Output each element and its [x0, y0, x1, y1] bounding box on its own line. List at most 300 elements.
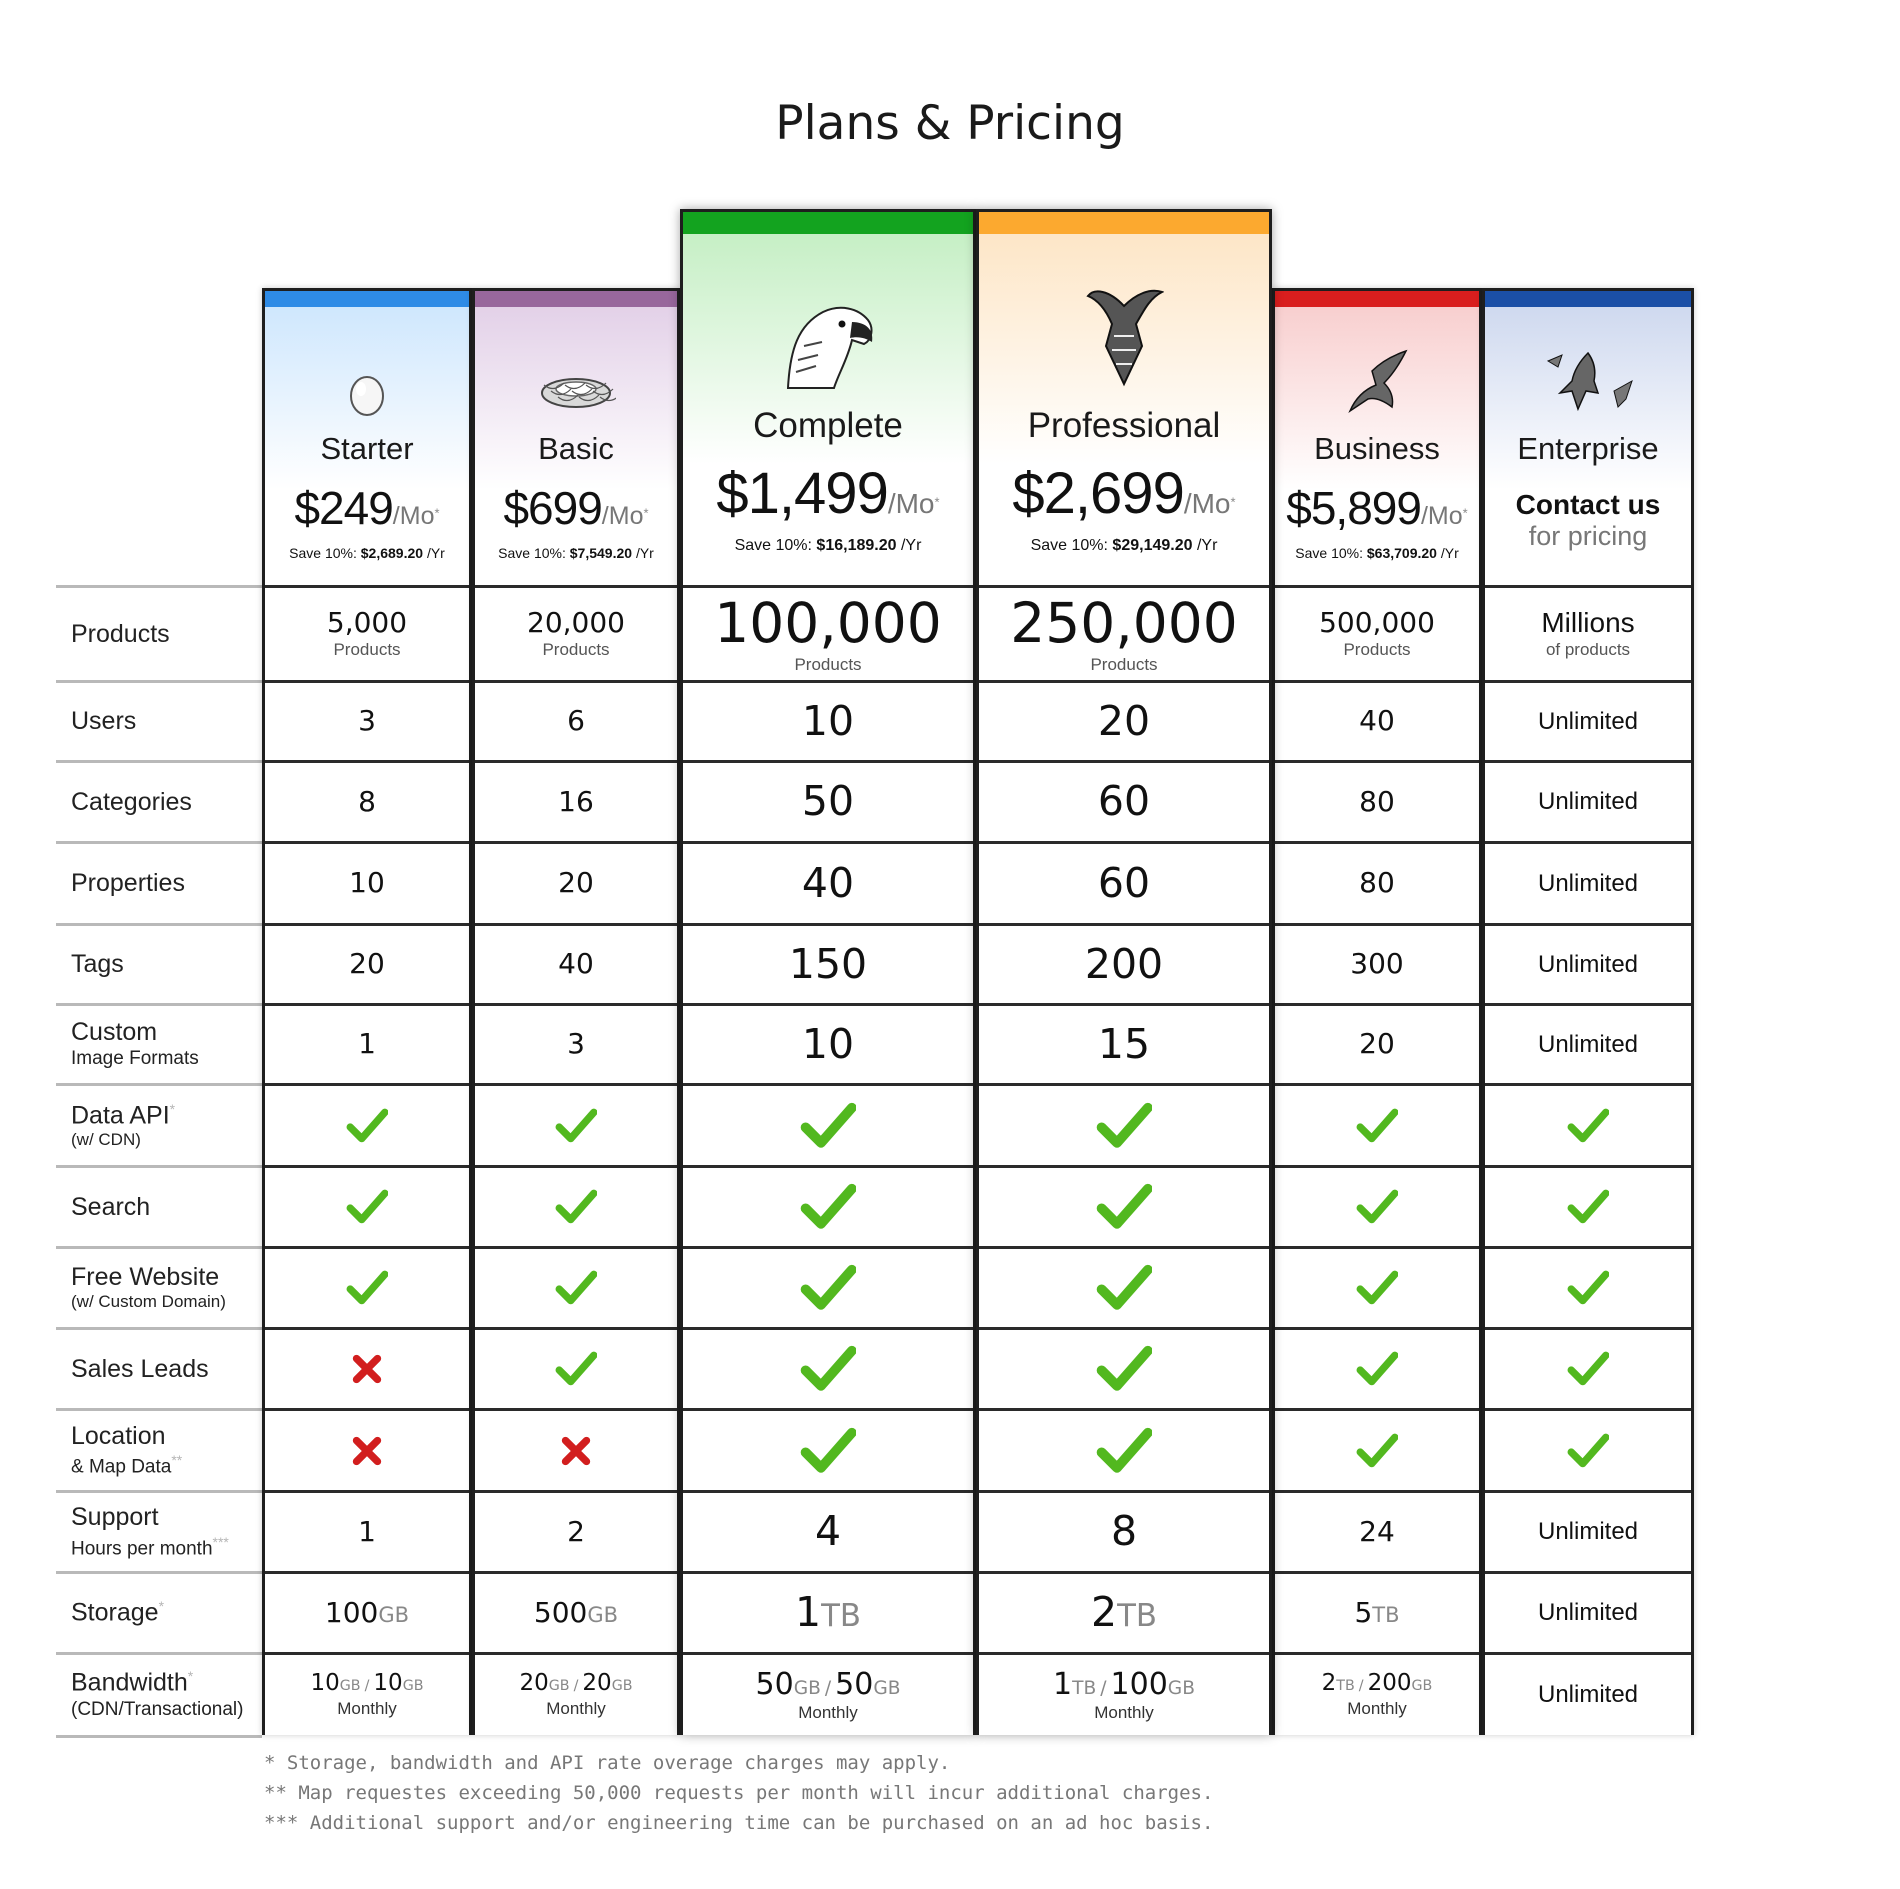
price-unit: /Mo [392, 502, 435, 530]
properties-value: 40 [801, 858, 855, 907]
row-label-subtext: (w/ Custom Domain) [71, 1292, 226, 1312]
custom-image-formats-value: 3 [567, 1027, 585, 1061]
custom-image-formats-value: 15 [1097, 1019, 1151, 1068]
price-unit: /Mo [1420, 502, 1463, 530]
cell-users [1485, 680, 1691, 760]
bandwidth-caption: Monthly [1347, 1698, 1407, 1718]
checkmark-icon [1567, 1267, 1609, 1309]
price-unit: /Mo [887, 488, 935, 519]
cell-free-website [979, 1246, 1269, 1327]
plan-price [979, 460, 1269, 527]
plan-color-bar [265, 291, 469, 307]
checkmark-icon [1096, 1260, 1152, 1316]
properties-value: 80 [1359, 866, 1395, 900]
properties-value: 20 [558, 866, 594, 900]
checkmark-icon [555, 1105, 597, 1147]
row-label-main [71, 1668, 262, 1697]
bandwidth-unit: TB [1072, 1677, 1097, 1699]
cell-support-hours [683, 1490, 973, 1571]
cell-sales-leads [1275, 1327, 1479, 1408]
bandwidth-cdn: 10 [373, 1670, 403, 1697]
cell-tags [979, 923, 1269, 1003]
row-label-text: Products [71, 619, 170, 648]
row-label-main [71, 1101, 262, 1130]
plan-price [265, 481, 469, 535]
row-label-subtext: Image Formats [71, 1048, 199, 1070]
row-label-main [71, 869, 262, 898]
row-label-sub [71, 1699, 262, 1722]
categories-value: 16 [558, 784, 594, 818]
cell-search [265, 1165, 469, 1246]
row-label-tags [56, 923, 262, 1003]
plan-column-professional [976, 209, 1272, 1735]
footnote-mark: * [187, 1668, 194, 1685]
annual-savings [475, 545, 677, 561]
annual-savings [265, 545, 469, 561]
support-hours-value: 2 [567, 1514, 585, 1548]
plan-header [1485, 345, 1691, 552]
cell-data-api [1485, 1083, 1691, 1165]
price-value: $1,499 [716, 461, 888, 526]
categories-value: 80 [1359, 784, 1395, 818]
eagle-head-icon [683, 286, 973, 390]
row-label-search [56, 1165, 262, 1246]
savings-period: /Yr [423, 545, 445, 561]
plan-name: Basic [538, 431, 614, 466]
bandwidth-value [756, 1668, 901, 1701]
row-label-text: Location [71, 1421, 166, 1450]
bandwidth-unit: GB [793, 1677, 821, 1699]
cell-data-api [683, 1083, 973, 1165]
tags-value: 200 [1084, 939, 1164, 988]
cell-products [1275, 585, 1479, 680]
bird-flock-icon [1485, 345, 1691, 417]
products-caption: Products [333, 640, 401, 660]
products-caption: of products [1545, 640, 1631, 660]
plan-price [1275, 481, 1479, 535]
users-value: Unlimited [1537, 707, 1639, 735]
plan-name: Business [1314, 431, 1440, 466]
checkmark-icon [1096, 1179, 1152, 1235]
savings-amount: $7,549.20 [569, 545, 633, 561]
bandwidth-unit: GB [548, 1678, 570, 1695]
row-label-sub [71, 1130, 262, 1150]
cell-products [475, 585, 677, 680]
flying-bird-icon [1275, 345, 1479, 417]
contact-us-link[interactable]: Contact us [1515, 489, 1661, 520]
plan-color-bar [979, 212, 1269, 234]
bandwidth-unit: GB [611, 1678, 633, 1695]
products-count: 5,000 [326, 605, 408, 639]
cell-location-map-data [1485, 1408, 1691, 1490]
cell-sales-leads [683, 1327, 973, 1408]
row-label-main [71, 1355, 262, 1384]
price-value: $2,699 [1012, 461, 1184, 526]
tags-value: Unlimited [1537, 950, 1639, 978]
bandwidth-transactional: 10 [310, 1670, 340, 1697]
cell-users [265, 680, 469, 760]
cell-sales-leads [475, 1327, 677, 1408]
cell-bandwidth [683, 1652, 973, 1735]
price-value: $699 [503, 482, 602, 534]
cell-custom-image-formats [979, 1003, 1269, 1083]
checkmark-icon [1567, 1348, 1609, 1390]
row-label-sub [71, 1534, 262, 1561]
storage-value: Unlimited [1537, 1599, 1639, 1626]
row-label-main [71, 950, 262, 979]
savings-label: Save 10%: [734, 537, 817, 554]
products-caption: Products [542, 640, 610, 660]
plan-color-bar [1485, 291, 1691, 307]
bandwidth-value [519, 1671, 632, 1696]
bandwidth-transactional: 50 [755, 1666, 794, 1702]
bandwidth-cdn: 200 [1367, 1670, 1412, 1697]
row-label-users [56, 680, 262, 760]
row-label-text: Bandwidth [71, 1668, 188, 1697]
cell-free-website [1485, 1246, 1691, 1327]
cell-tags [265, 923, 469, 1003]
bandwidth-separator: / [1358, 1678, 1364, 1695]
cell-tags [1485, 923, 1691, 1003]
plan-column-basic [472, 288, 680, 1735]
cell-custom-image-formats [475, 1003, 677, 1083]
cell-bandwidth [475, 1652, 677, 1735]
savings-label: Save 10%: [1030, 537, 1113, 554]
cell-products [979, 585, 1269, 680]
row-label-main [71, 788, 262, 817]
bandwidth-value [310, 1671, 423, 1696]
checkmark-icon [346, 1105, 388, 1147]
savings-label: Save 10%: [289, 545, 361, 561]
support-hours-value: 1 [358, 1514, 376, 1548]
row-label-data-api [56, 1083, 262, 1165]
footnote-mark: * [434, 505, 440, 521]
cell-categories [979, 760, 1269, 841]
row-label-categories [56, 760, 262, 841]
storage-unit: TB [1372, 1602, 1400, 1627]
checkmark-icon [800, 1260, 856, 1316]
cell-tags [683, 923, 973, 1003]
storage-amount: 100 [324, 1595, 379, 1629]
users-value: 40 [1359, 704, 1395, 738]
cell-data-api [475, 1083, 677, 1165]
bandwidth-unit: GB [339, 1678, 361, 1695]
bandwidth-separator: / [824, 1677, 832, 1699]
cell-search [1485, 1165, 1691, 1246]
products-caption: Products [1343, 640, 1411, 660]
custom-image-formats-value: 20 [1359, 1027, 1395, 1061]
cell-search [979, 1165, 1269, 1246]
plan-header [475, 345, 677, 561]
price-unit: /Mo [1183, 488, 1231, 519]
cell-properties [683, 841, 973, 923]
cell-bandwidth [1275, 1652, 1479, 1735]
storage-value [324, 1595, 410, 1629]
savings-amount: $29,149.20 [1112, 537, 1193, 554]
storage-value [795, 1590, 861, 1635]
row-label-main [71, 1018, 262, 1047]
checkmark-icon [1096, 1341, 1152, 1397]
products-count: 500,000 [1319, 605, 1435, 639]
users-value: 20 [1097, 696, 1151, 745]
storage-unit: TB [1117, 1598, 1157, 1635]
bandwidth-caption: Monthly [798, 1702, 858, 1722]
products-count: 100,000 [714, 590, 942, 655]
row-label-support-hours [56, 1490, 262, 1571]
row-label-location-map-data [56, 1408, 262, 1490]
bandwidth-unit: GB [873, 1677, 901, 1699]
footnote-mark: *** [212, 1533, 229, 1550]
cell-bandwidth [979, 1652, 1269, 1735]
checkmark-icon [1567, 1430, 1609, 1472]
cell-users [475, 680, 677, 760]
cell-support-hours [979, 1490, 1269, 1571]
cell-search [683, 1165, 973, 1246]
cell-tags [1275, 923, 1479, 1003]
footnote-mark: * [643, 505, 649, 521]
tags-value: 40 [558, 947, 594, 981]
row-label-sub [71, 1452, 262, 1479]
plan-column-business [1272, 288, 1482, 1735]
storage-amount: 5 [1354, 1595, 1373, 1629]
savings-amount: $2,689.20 [360, 545, 424, 561]
cell-location-map-data [1275, 1408, 1479, 1490]
tags-value: 300 [1350, 947, 1404, 981]
products-count: 250,000 [1010, 590, 1238, 655]
bandwidth-transactional: 20 [519, 1670, 549, 1697]
checkmark-icon [1356, 1430, 1398, 1472]
categories-value: 50 [801, 777, 855, 826]
row-label-text: Storage [71, 1598, 159, 1627]
price-value: $249 [294, 482, 393, 534]
storage-unit: GB [378, 1602, 410, 1627]
row-label-bottom-rule [56, 1735, 262, 1738]
row-label-main [71, 707, 262, 736]
cell-categories [683, 760, 973, 841]
plan-header [1275, 345, 1479, 561]
checkmark-icon [346, 1267, 388, 1309]
plan-name: Professional [1027, 406, 1221, 445]
bandwidth-unit: TB [1336, 1678, 1355, 1695]
bandwidth-cdn: 100 [1110, 1666, 1168, 1702]
cell-sales-leads [1485, 1327, 1691, 1408]
storage-value [1091, 1590, 1157, 1635]
row-label-custom-image-formats [56, 1003, 262, 1083]
hawk-icon [979, 286, 1269, 390]
cell-custom-image-formats [1485, 1003, 1691, 1083]
annual-savings [1275, 545, 1479, 561]
properties-value: 60 [1097, 858, 1151, 907]
tags-value: 150 [788, 939, 868, 988]
footnote-mark: * [169, 1100, 176, 1117]
cell-products [265, 585, 469, 680]
cell-storage [475, 1571, 677, 1652]
plan-price [683, 460, 973, 527]
cross-icon [555, 1430, 597, 1472]
cross-icon [346, 1348, 388, 1390]
cell-bandwidth [1485, 1652, 1691, 1735]
nest-icon [475, 345, 677, 417]
cell-support-hours [265, 1490, 469, 1571]
cell-tags [475, 923, 677, 1003]
custom-image-formats-value: 1 [358, 1027, 376, 1061]
plan-color-bar [475, 291, 677, 307]
plan-column-enterprise [1482, 288, 1694, 1735]
row-label-sales-leads [56, 1327, 262, 1408]
contact-subtext: for pricing [1528, 521, 1648, 551]
plan-header [683, 286, 973, 555]
row-label-properties [56, 841, 262, 923]
products-count: Millions [1541, 606, 1635, 638]
cell-search [1275, 1165, 1479, 1246]
savings-period: /Yr [1436, 545, 1459, 561]
price-value: $5,899 [1286, 482, 1421, 534]
cell-properties [1275, 841, 1479, 923]
support-hours-value: 4 [814, 1507, 842, 1556]
row-label-subtext: Hours per month [71, 1538, 213, 1560]
checkmark-icon [1356, 1105, 1398, 1147]
plan-header [979, 286, 1269, 555]
cell-location-map-data [683, 1408, 973, 1490]
row-label-main [71, 1503, 262, 1532]
savings-label: Save 10%: [498, 545, 570, 561]
cell-custom-image-formats [265, 1003, 469, 1083]
row-label-text: Users [71, 707, 137, 736]
bandwidth-cdn: 50 [835, 1666, 874, 1702]
row-label-subtext: & Map Data [71, 1456, 172, 1478]
checkmark-icon [346, 1186, 388, 1228]
cross-icon [346, 1430, 388, 1472]
plan-column-complete [680, 209, 976, 1735]
checkmark-icon [1567, 1105, 1609, 1147]
savings-label: Save 10%: [1295, 545, 1367, 561]
cell-users [1275, 680, 1479, 760]
cell-properties [265, 841, 469, 923]
cell-properties [1485, 841, 1691, 923]
cell-custom-image-formats [683, 1003, 973, 1083]
users-value: 10 [801, 696, 855, 745]
cell-free-website [475, 1246, 677, 1327]
plan-color-bar [1275, 291, 1479, 307]
bandwidth-separator: / [573, 1678, 579, 1695]
checkmark-icon [800, 1098, 856, 1154]
cell-free-website [683, 1246, 973, 1327]
products-caption: Products [794, 655, 862, 675]
cell-location-map-data [979, 1408, 1269, 1490]
row-label-text: Free Website [71, 1263, 220, 1292]
checkmark-icon [555, 1348, 597, 1390]
cell-data-api [979, 1083, 1269, 1165]
bandwidth-caption: Monthly [1094, 1702, 1154, 1722]
cell-properties [475, 841, 677, 923]
storage-unit: TB [821, 1598, 861, 1635]
cell-categories [265, 760, 469, 841]
row-label-text: Search [71, 1192, 151, 1221]
annual-savings [683, 537, 973, 555]
page-title: Plans & Pricing [775, 96, 1125, 151]
row-label-bandwidth [56, 1652, 262, 1735]
storage-amount: 500 [533, 1595, 588, 1629]
bandwidth-unit: GB [1411, 1678, 1433, 1695]
cell-sales-leads [265, 1327, 469, 1408]
storage-amount: 1 [795, 1588, 822, 1637]
plan-color-bar [683, 212, 973, 234]
cell-data-api [265, 1083, 469, 1165]
plan-column-starter [262, 288, 472, 1735]
bandwidth-separator: / [364, 1678, 370, 1695]
cell-custom-image-formats [1275, 1003, 1479, 1083]
categories-value: 8 [358, 784, 376, 818]
footnote: * Storage, bandwidth and API rate overage charges may apply. [264, 1752, 951, 1774]
plan-name: Enterprise [1517, 431, 1659, 466]
products-caption: Products [1090, 655, 1158, 675]
row-label-text: Tags [71, 950, 124, 979]
plan-name: Complete [753, 406, 903, 445]
cell-categories [1485, 760, 1691, 841]
custom-image-formats-value: Unlimited [1537, 1030, 1639, 1058]
checkmark-icon [555, 1186, 597, 1228]
checkmark-icon [800, 1179, 856, 1235]
bandwidth-transactional: 1 [1053, 1666, 1073, 1702]
checkmark-icon [555, 1267, 597, 1309]
cell-support-hours [1485, 1490, 1691, 1571]
checkmark-icon [1096, 1423, 1152, 1479]
users-value: 3 [358, 704, 376, 738]
footnote-mark: * [1462, 505, 1468, 521]
storage-value [533, 1595, 619, 1629]
bandwidth-value [1053, 1668, 1195, 1701]
cell-location-map-data [265, 1408, 469, 1490]
storage-value [1354, 1595, 1400, 1629]
row-label-sub [71, 1048, 262, 1071]
cell-products [683, 585, 973, 680]
cell-properties [979, 841, 1269, 923]
cell-storage [1485, 1571, 1691, 1652]
bandwidth-value [1322, 1671, 1433, 1696]
cell-location-map-data [475, 1408, 677, 1490]
savings-amount: $16,189.20 [816, 537, 897, 554]
annual-savings [979, 537, 1269, 555]
cell-free-website [265, 1246, 469, 1327]
categories-value: 60 [1097, 777, 1151, 826]
support-hours-value: 24 [1359, 1514, 1395, 1548]
cell-categories [475, 760, 677, 841]
cell-users [683, 680, 973, 760]
checkmark-icon [800, 1341, 856, 1397]
checkmark-icon [1567, 1186, 1609, 1228]
properties-value: 10 [349, 866, 385, 900]
footnote: ** Map requestes exceeding 50,000 requests per month will incur additional charges. [264, 1782, 1214, 1804]
footnote-mark: * [1230, 494, 1236, 510]
row-label-text: Sales Leads [71, 1354, 209, 1383]
row-label-main [71, 1263, 262, 1292]
row-label-free-website [56, 1246, 262, 1327]
row-label-main [71, 1598, 262, 1627]
cell-data-api [1275, 1083, 1479, 1165]
users-value: 6 [567, 704, 585, 738]
cell-products [1485, 585, 1691, 680]
cell-free-website [1275, 1246, 1479, 1327]
checkmark-icon [1096, 1098, 1152, 1154]
checkmark-icon [800, 1423, 856, 1479]
plan-name: Starter [320, 431, 414, 466]
row-label-text: Support [71, 1503, 159, 1532]
bandwidth-unit: GB [1167, 1677, 1195, 1699]
savings-period: /Yr [896, 537, 922, 554]
bandwidth-caption: Monthly [546, 1698, 606, 1718]
cell-categories [1275, 760, 1479, 841]
row-label-main [71, 1422, 262, 1451]
